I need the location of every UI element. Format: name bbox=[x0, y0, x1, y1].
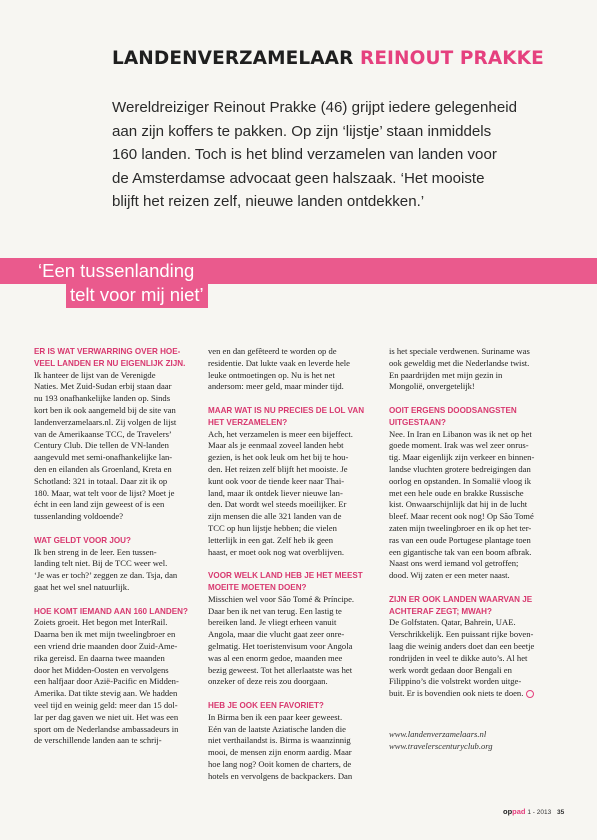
body-line: rika gereisd. En daarna twee maanden bbox=[34, 652, 165, 663]
question-heading: WAT GELDT VOOR JOU? bbox=[34, 535, 131, 545]
body-line: kunt ook voor de tiende keer naar Thai- bbox=[208, 475, 345, 486]
body-line: Naties. Met Zuid-Sudan erbij staan daar bbox=[34, 381, 172, 392]
question-heading: VOOR WELK LAND HEB JE HET MEEST bbox=[208, 571, 363, 581]
body-line: Daarna ben ik met mijn tweelingbroer en bbox=[34, 629, 176, 640]
lede-line: Wereldreiziger Reinout Prakke (46) grijpt iedere gelegenheid bbox=[112, 99, 517, 116]
link-landenverzamelaars[interactable]: www.landenverzamelaars.nl bbox=[389, 729, 487, 739]
question-heading: ZIJN ER OOK LANDEN WAARVAN JE bbox=[389, 594, 533, 604]
body-line: een gigantische tak van een boom afbrak. bbox=[389, 546, 532, 557]
link-travelerscenturyclub[interactable]: www.travelerscenturyclub.org bbox=[389, 740, 493, 751]
body-line: den. Het reizen zelf blijft het mooiste. Je bbox=[208, 463, 348, 474]
body-line: land, maar ik ontdek liever nieuwe lan- bbox=[208, 487, 343, 498]
lede-line: aan zijn koffers te pakken. Op zijn ‘lijstje’ staan inmiddels bbox=[112, 122, 492, 140]
links-block bbox=[389, 729, 493, 753]
question-heading: VEEL LANDEN ER NU EIGENLIJK ZIJN. bbox=[34, 358, 186, 368]
issue-number: 1 - 2013 bbox=[527, 809, 552, 816]
body-line: tussenlanding voldoende? bbox=[34, 511, 124, 522]
body-line: mooi, de mensen zijn enorm aardig. Maar bbox=[208, 747, 352, 758]
lede-paragraph bbox=[112, 96, 552, 214]
body-line: ras van een oude Portugese plantage toen bbox=[389, 534, 531, 545]
body-line: Misschien wel voor São Tomé & Príncipe. bbox=[208, 593, 355, 604]
body-line: En paardrijden met mijn gezin in bbox=[389, 369, 503, 380]
body-line: den en eilanden als Groenland, Kreta en bbox=[34, 463, 172, 474]
body-line: van de Amerikaanse TCC, de Travelers’ bbox=[34, 428, 172, 439]
body-line: Amerika. Dat tikte stevig aan. We hadden bbox=[34, 688, 178, 699]
question-heading: HET VERZAMELEN? bbox=[208, 417, 288, 427]
body-line: Ach, het verzamelen is meer een bijeffect. bbox=[208, 428, 353, 439]
body-line: Angola, maar die vlucht gaat zeer onre- bbox=[208, 629, 345, 640]
body-line: 180. Maar, wat telt voor de lijst? Moet je bbox=[34, 487, 175, 498]
body-line: met een hele oude en brakke Russische bbox=[389, 487, 524, 498]
body-line: Maar als je eenmaal zoveel landen hebt bbox=[208, 440, 344, 451]
body-line: bereiken land. Je vliegt erheen vanuit bbox=[208, 617, 337, 628]
body-line: ven en dan gefêteerd te worden op de bbox=[208, 346, 337, 356]
body-line: dood. Wij zaten er een meter naast. bbox=[389, 570, 510, 581]
body-line: sport om de Nederlandse ambassadeurs in bbox=[34, 723, 179, 734]
body-line: goede moment. Irak was wel zeer onrus- bbox=[389, 440, 529, 451]
body-line: residentie. Dat lukte vaak en leverde hele bbox=[208, 357, 350, 368]
body-line: In Birma ben ik een paar keer geweest. bbox=[208, 711, 343, 722]
body-line: oorlog en opstanden. In Somalië vloog ik bbox=[389, 475, 532, 486]
body-line: bleef. Maar recent ook nog! Op São Tomé bbox=[389, 511, 534, 522]
body-line: hotels en vervolgens de backpackers. Dan bbox=[208, 770, 353, 781]
question-heading: OOIT ERGENS DOODSANGSTEN bbox=[389, 405, 517, 415]
body-line: lar per dag gaven we niet uit. Het was een bbox=[34, 711, 179, 722]
article-title bbox=[112, 48, 544, 69]
body-line: zaten mijn tweelingbroer en ik op het ter- bbox=[389, 522, 532, 533]
body-line: écht in een land zijn geweest of is een bbox=[34, 499, 165, 510]
page-number: 35 bbox=[557, 809, 565, 816]
question-heading: UITGESTAAN? bbox=[389, 417, 446, 427]
question-heading: ER IS WAT VERWARRING OVER HOE- bbox=[34, 347, 181, 356]
body-line: onzeker of deze reis zou doorgaan. bbox=[208, 676, 328, 687]
body-line: den. Dat wordt wel steeds moeilijker. Er bbox=[208, 499, 347, 510]
body-line: ‘Je was er toch?’ zeggen ze dan. Tsja, dan bbox=[34, 570, 178, 581]
article-column-3 bbox=[389, 346, 561, 700]
body-line: hoe lang nog? Ooit komen de charters, de bbox=[208, 758, 352, 769]
question-heading: HEB JE OOK EEN FAVORIET? bbox=[208, 700, 324, 710]
body-line: laag die weinig anders doet dan een beetje bbox=[389, 640, 535, 651]
lede-line: 160 landen. Toch is het blind verzamelen van landen voor bbox=[112, 146, 497, 163]
body-line: Mongolië, onvergetelijk! bbox=[389, 381, 475, 392]
article-column-2 bbox=[208, 346, 376, 782]
body-line: rondrijden in veel te dikke auto’s. Al het bbox=[389, 652, 528, 663]
body-line: Schotland: 321 in totaal. Daar zit ik op bbox=[34, 475, 168, 486]
body-line: landse vluchten grotere bedreigingen dan bbox=[389, 463, 531, 474]
end-mark-icon bbox=[526, 690, 534, 698]
body-line: leuke ontmoetingen op. Nu is het net bbox=[208, 369, 335, 380]
body-line: door het Midden-Oosten en vervolgens bbox=[34, 664, 169, 675]
body-line: niet verthailandst is. Birma is waanzinnig bbox=[208, 735, 351, 746]
body-line: Ik ben streng in de leer. Een tussen- bbox=[34, 546, 157, 557]
body-line: ook geweldig met die Nederlandse twist. bbox=[389, 357, 530, 368]
body-line: gelmatig. Het toeristenvisum voor Angola bbox=[208, 640, 353, 651]
body-line: haast, er moet ook nog wat overblijven. bbox=[208, 546, 345, 557]
body-line: nu 193 onafhankelijke landen op. Sinds bbox=[34, 393, 171, 404]
body-line: landenverzamelaars.nl. Zij volgen de lijst bbox=[34, 416, 177, 427]
body-line: de verschillende landen aan te schrij- bbox=[34, 735, 162, 746]
body-line: TCC op hun lijstje hebben; die vielen bbox=[208, 522, 337, 533]
body-line: aangevuld met semi-onafhankelijke lan- bbox=[34, 452, 173, 463]
body-line: landing telt niet. Bij de TCC weer wel. bbox=[34, 558, 168, 569]
body-line: letterlijk in een gat. Zelf heb ik geen bbox=[208, 534, 334, 545]
title-pink: REINOUT PRAKKE bbox=[359, 48, 544, 69]
magazine-logo: oppad bbox=[503, 807, 526, 816]
question-heading: MOEITE MOETEN DOEN? bbox=[208, 582, 307, 592]
body-line: tig. Maar eigenlijk zijn verkeer en binnen- bbox=[389, 452, 535, 463]
body-line: Nee. In Iran en Libanon was ik net op het bbox=[389, 428, 532, 439]
body-line: Ik hanteer de lijst van de Verenigde bbox=[34, 369, 156, 380]
body-line: Zoiets groeit. Het begon met InterRail. bbox=[34, 617, 168, 628]
body-line: Daar ben ik net van terug. Een lastig te bbox=[208, 605, 342, 616]
lede-line: blijft het reizen zelf, nieuwe landen ontdekken.’ bbox=[112, 193, 425, 210]
body-line: bezig geweest. Tot het allerlaatste was het bbox=[208, 664, 353, 675]
question-heading: HOE KOMT IEMAND AAN 160 LANDEN? bbox=[34, 606, 188, 616]
body-line: is het speciale verdwenen. Suriname was bbox=[389, 346, 530, 356]
body-line: Naast ons werd iemand vol getroffen; bbox=[389, 558, 519, 569]
question-heading: MAAR WAT IS NU PRECIES DE LOL VAN bbox=[208, 405, 365, 415]
body-line: buit. Er is bovendien ook niets te doen. bbox=[389, 688, 561, 700]
body-line: gezien, is het ook leuk om het bij te hou- bbox=[208, 452, 349, 463]
body-line: De Golfstaten. Qatar, Bahrein, UAE. bbox=[389, 617, 516, 628]
body-line: Verschrikkelijk. Een puissant rijke boven- bbox=[389, 629, 534, 640]
lede-line: de Amsterdamse advocaat geen halszaak. ‘Het mooiste bbox=[112, 169, 485, 187]
body-line: was al een enorm gedoe, maanden mee bbox=[208, 652, 343, 663]
article-column-1 bbox=[34, 346, 196, 747]
question-heading: ACHTERAF ZEGT; MWAH? bbox=[389, 606, 492, 616]
body-line: kist. Onwaarschijnlijk dat hij in de lucht bbox=[389, 499, 528, 510]
body-line: Eén van de laatste Aziatische landen die bbox=[208, 723, 346, 734]
body-line: een halfjaar door Azië-Pacific en Midden- bbox=[34, 676, 179, 687]
body-line: Century Club. Die tellen de VN-landen bbox=[34, 440, 169, 451]
body-line: Filippino’s die volstrekt worden uitge- bbox=[389, 676, 522, 687]
pull-quote-line-1: ‘Een tussenlanding bbox=[34, 259, 198, 284]
title-black: LANDENVERZAMELAAR bbox=[112, 48, 354, 69]
pull-quote-line-2: telt voor mij niet’ bbox=[66, 283, 208, 308]
body-line: veel tijd en weinig geld: meer dan 15 dol- bbox=[34, 699, 178, 710]
body-line: zijn mensen die alle 321 landen van de bbox=[208, 511, 342, 522]
body-line: gaat het wel snel natuurlijk. bbox=[34, 581, 130, 592]
page-footer bbox=[503, 807, 564, 816]
body-line: een vriend drie maanden door Zuid-Ame- bbox=[34, 640, 178, 651]
body-line: kort ben ik ook aangemeld bij de site van bbox=[34, 404, 176, 415]
body-line: andersom: meer geld, maar minder tijd. bbox=[208, 381, 344, 392]
body-line: werk wordt gedaan door Bengali en bbox=[389, 664, 512, 675]
